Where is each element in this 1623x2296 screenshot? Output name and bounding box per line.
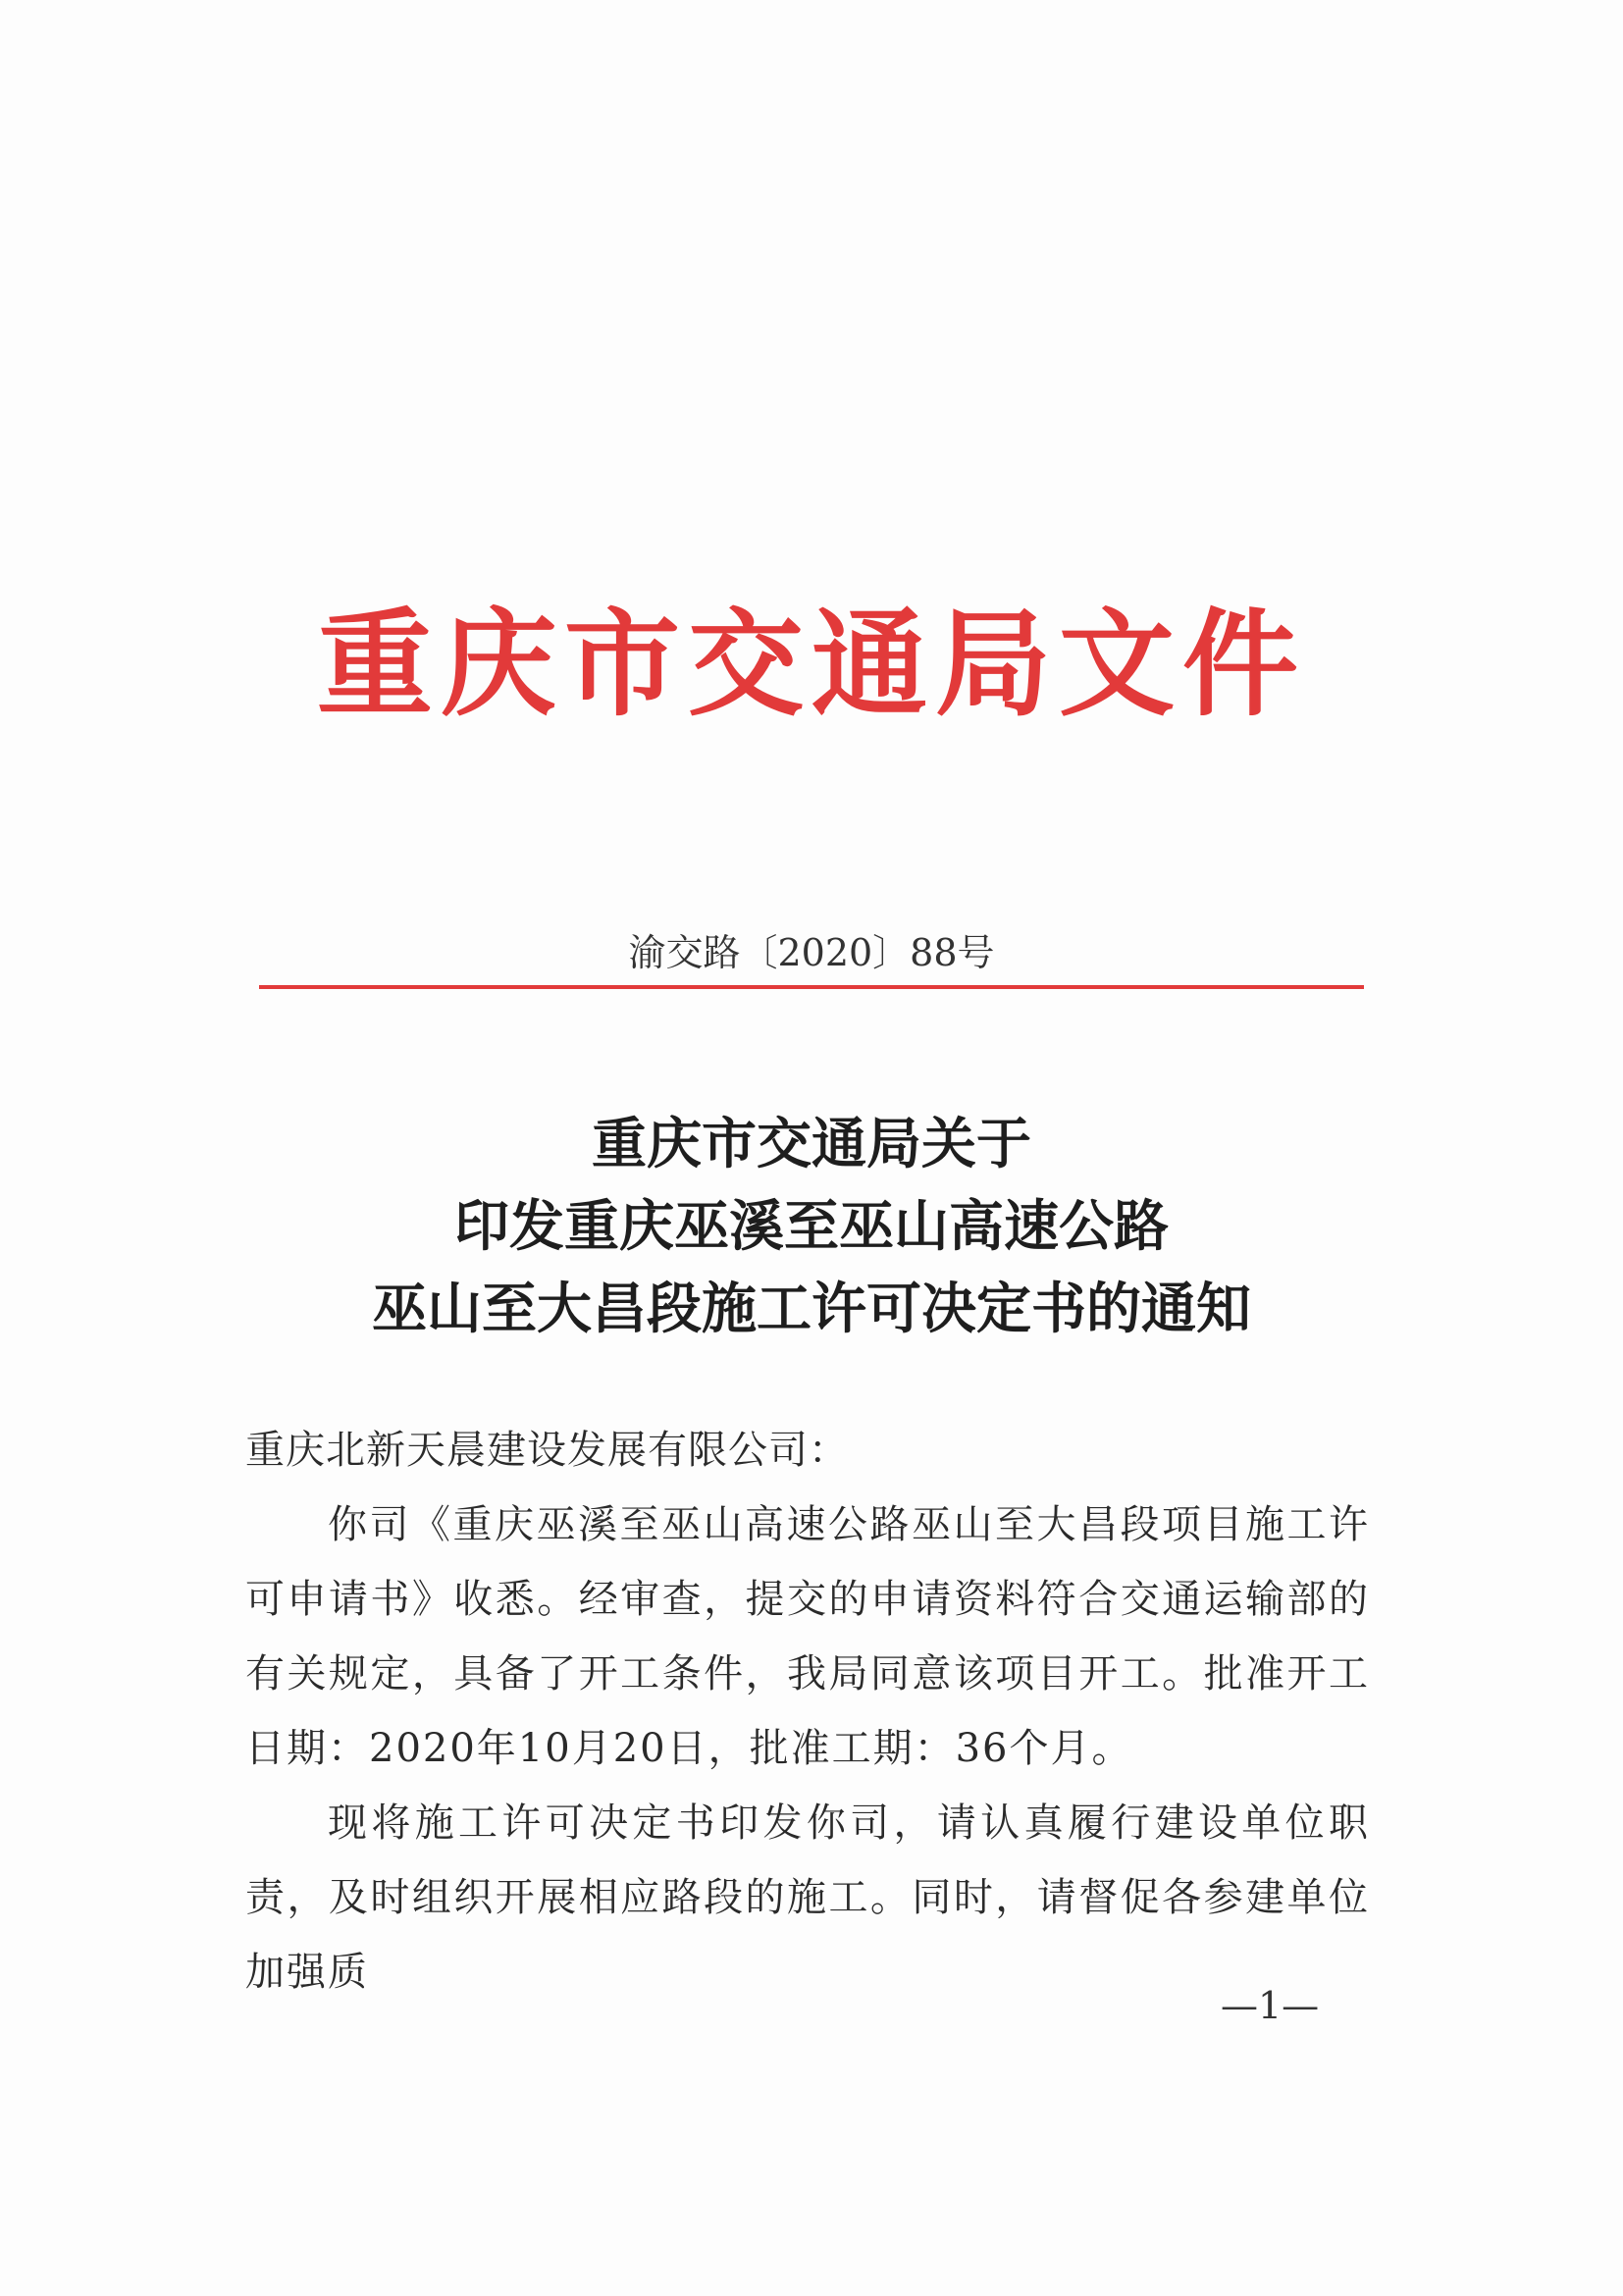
title-line-3: 巫山至大昌段施工许可决定书的通知 xyxy=(372,1277,1251,1341)
document-number: 渝交路〔2020〕88号 xyxy=(628,931,995,974)
body-text xyxy=(245,1413,1370,2009)
title-line-1: 重庆市交通局关于 xyxy=(592,1112,1031,1176)
red-divider-line xyxy=(259,985,1364,989)
salutation: 重庆北新天晨建设发展有限公司： xyxy=(245,1428,849,1473)
masthead-title: 重庆市交通局文件 xyxy=(316,597,1306,732)
paragraph-2: 现将施工许可决定书印发你司，请认真履行建设单位职责，及时组织开展相应路段的施工。同时，请督促各参建单位加强质 xyxy=(245,1800,1370,1995)
title-line-2: 印发重庆巫溪至巫山高速公路 xyxy=(454,1194,1169,1259)
notice-title xyxy=(0,1103,1623,1350)
paragraph-1: 你司《重庆巫溪至巫山高速公路巫山至大昌段项目施工许可申请书》收悉。经审查，提交的申请资料符合交通运输部的有关规定，具备了开工条件，我局同意该项目开工。批准开工日期：2020年10月20日，批准工期：36个月。 xyxy=(245,1502,1370,1771)
page-number: —1— xyxy=(1221,1984,1320,2027)
